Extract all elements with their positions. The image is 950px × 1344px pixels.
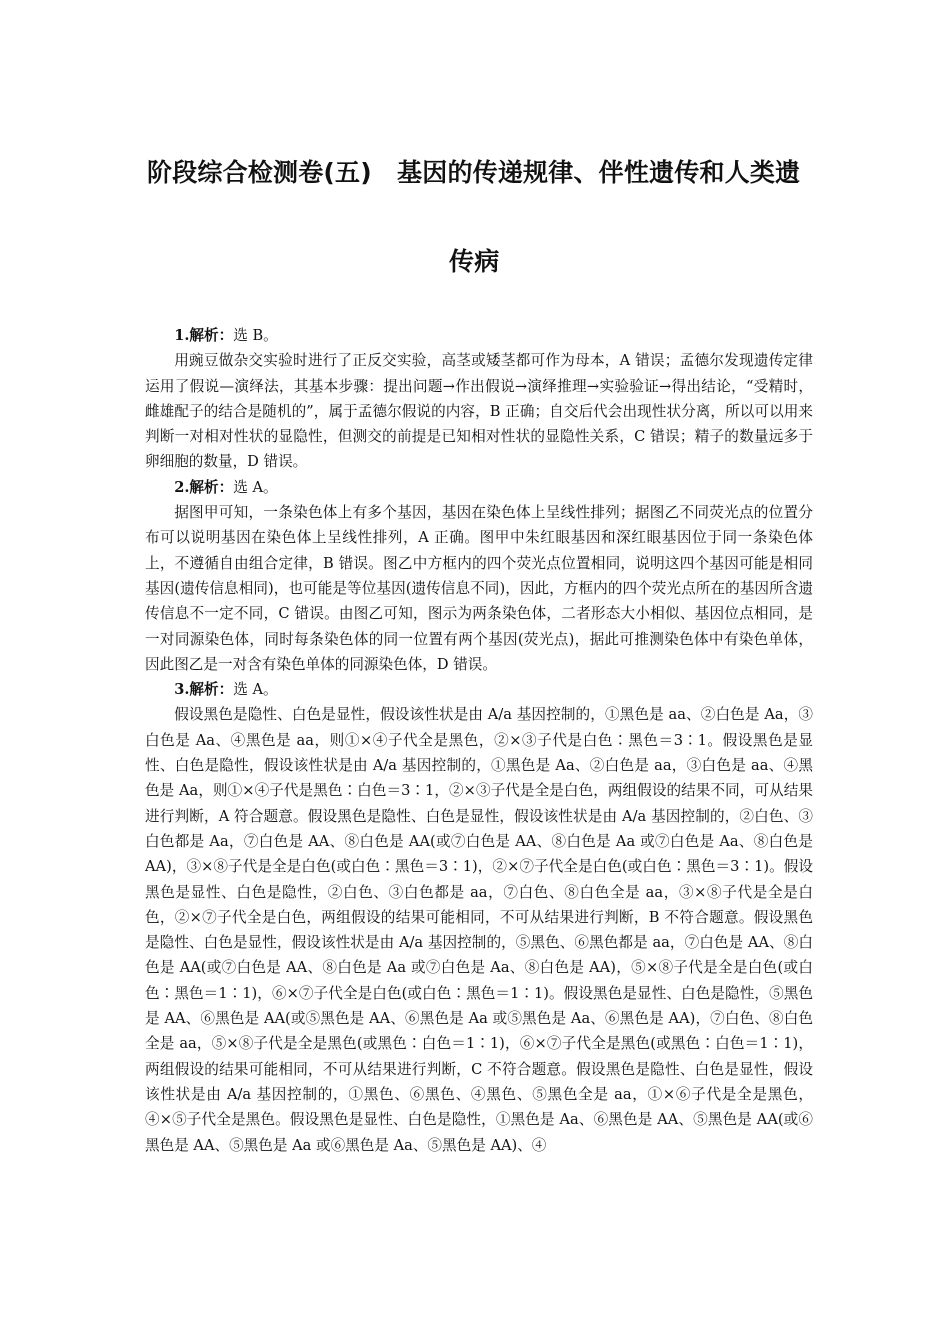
question-1-header xyxy=(145,323,813,348)
question-2-explanation: 据图甲可知，一条染色体上有多个基因，基因在染色体上呈线性排列；据图乙不同荧光点的位置分布可以说明基因在染色体上呈线性排列，A 正确。图甲中朱红眼基因和深红眼基因位于同一条染色体上，不遵循自由组合定律，B 错误。图乙中方框内的四个荧光点位置相同，说明这四个基因可能是相同基因(遗传信息相同)，也可能是等位基因(遗传信息不同)，因此，方框内的四个荧光点所在的基因所含遗传信息不一定不同，C 错误。由图乙可知，图示为两条染色体，二者形态大小相似、基因位点相同，是一对同源染色体，同时每条染色体的同一位置有两个基因(荧光点)，据此可推测染色体中有染色单体，因此图乙是一对含有染色单体的同源染色体，D 错误。 xyxy=(145,504,813,673)
question-1-label: 1.解析： xyxy=(174,327,234,344)
question-2-header xyxy=(145,475,813,500)
question-3-answer: 选 A。 xyxy=(233,681,278,699)
page-title-line-2: 传病 xyxy=(449,247,500,276)
question-2-answer: 选 A。 xyxy=(233,478,278,496)
question-3-explanation: 假设黑色是隐性、白色是显性，假设该性状是由 A/a 基因控制的，①黑色是 aa、②白色是 Aa，③白色是 Aa、④黑色是 aa，则①×④子代全是黑色，②×③子代是白色∶黑色＝3∶1。假设黑色是显性、白色是隐性，假设该性状是由 A/a 基因控制的，①黑色是 Aa、②白色是 aa，③白色是 aa、④黑色是 Aa，则①×④子代是黑色∶白色＝3∶1，②×③子代是全是白色，两组假设的结果不同，可从结果进行判断，A 符合题意。假设黑色是隐性、白色是显性，假设该性状是由 A/a 基因控制的，②白色、③白色都是 Aa，⑦白色是 AA、⑧白色是 AA(或⑦白色是 AA、⑧白色是 Aa 或⑦白色是 Aa、⑧白色是 AA)，③×⑧子代是全是白色(或白色∶黑色＝3∶1)，②×⑦子代全是白色(或白色∶黑色＝3∶1)。假设黑色是显性、白色是隐性，②白色、③白色都是 aa，⑦白色、⑧白色全是 aa，③×⑧子代是全是白色，②×⑦子代全是白色，两组假设的结果可能相同，不可从结果进行判断，B 不符合题意。假设黑色是隐性、白色是显性，假设该性状是由 A/a 基因控制的，⑤黑色、⑥黑色都是 aa，⑦白色是 AA、⑧白色是 AA(或⑦白色是 AA、⑧白色是 Aa 或⑦白色是 Aa、⑧白色是 AA)，⑤×⑧子代是全是白色(或白色∶黑色＝1∶1)，⑥×⑦子代全是白色(或白色∶黑色＝1∶1)。假设黑色是显性、白色是隐性，⑤黑色是 AA、⑥黑色是 AA(或⑤黑色是 AA、⑥黑色是 Aa 或⑤黑色是 Aa、⑥黑色是 AA)，⑦白色、⑧白色全是 aa，⑤×⑧子代是全是黑色(或黑色∶白色＝1∶1)，⑥×⑦子代全是黑色(或黑色∶白色＝1∶1)，两组假设的结果可能相同，不可从结果进行判断，C 不符合题意。假设黑色是隐性、白色是显性，假设该性状是由 A/a 基因控制的，①黑色、⑥黑色、④黑色、⑤黑色全是 aa，①×⑥子代是全是黑色，④×⑤子代全是黑色。假设黑色是显性、白色是隐性，①黑色是 Aa、⑥黑色是 AA、⑤黑色是 AA(或⑥黑色是 AA、⑤黑色是 Aa 或⑥黑色是 Aa、⑤黑色是 AA)、④ xyxy=(145,706,813,1154)
question-1-explanation: 用豌豆做杂交实验时进行了正反交实验，高茎或矮茎都可作为母本，A 错误；孟德尔发现遗传定律运用了假说—演绎法，其基本步骤：提出问题→作出假说→演绎推理→实验验证→得出结论，“受精时，雌雄配子的结合是随机的”，属于孟德尔假说的内容，B 正确；自交后代会出现性状分离，所以可以用来判断一对相对性状的显隐性，但测交的前提是已知相对性状的显隐性关系，C 错误；精子的数量远多于卵细胞的数量，D 错误。 xyxy=(145,352,813,471)
answer-body xyxy=(145,323,813,1158)
question-1-answer: 选 B。 xyxy=(233,327,278,344)
page-title-line-1: 阶段综合检测卷(五) 基因的传递规律、伴性遗传和人类遗 xyxy=(147,158,801,187)
question-2-label: 2.解析： xyxy=(174,478,234,496)
question-3-header xyxy=(145,677,813,702)
question-3-label: 3.解析： xyxy=(174,681,234,699)
